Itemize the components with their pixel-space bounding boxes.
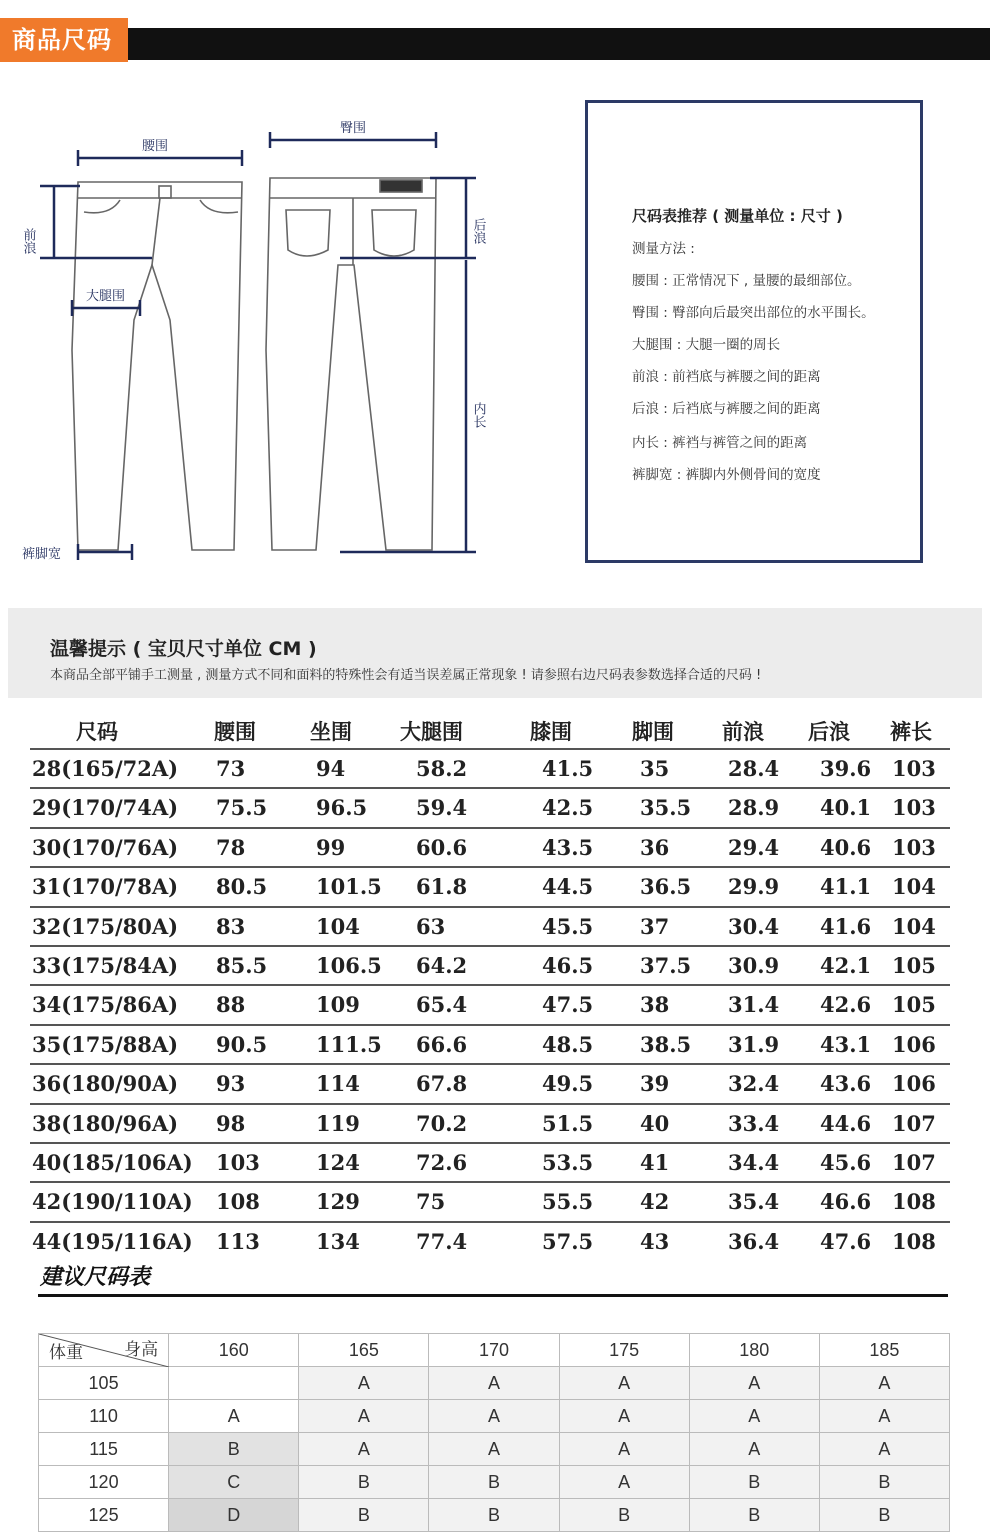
- measure-cell: 111.5: [316, 1031, 382, 1057]
- size-letter-cell: A: [559, 1400, 689, 1433]
- height-header-cell: 175: [559, 1334, 689, 1367]
- measure-cell: 43.6: [820, 1071, 872, 1097]
- measure-cell: 72.6: [416, 1149, 468, 1175]
- size-letter-cell: B: [169, 1433, 299, 1466]
- size-letter-cell: A: [429, 1433, 559, 1466]
- height-header-cell: 165: [299, 1334, 429, 1367]
- size-cell: 29(170/74A): [32, 795, 179, 821]
- measure-cell: 107: [892, 1110, 936, 1136]
- col-header: 前浪: [722, 720, 764, 744]
- size-letter-cell: A: [819, 1367, 949, 1400]
- measure-cell: 119: [316, 1110, 360, 1136]
- weight-cell: 120: [39, 1466, 169, 1499]
- size-table: [30, 714, 950, 1262]
- size-table-row: [30, 947, 950, 986]
- measure-cell: 31.4: [728, 992, 780, 1018]
- info-line: 臀围 : 臀部向后最突出部位的水平围长。: [632, 305, 875, 321]
- measure-cell: 104: [316, 913, 360, 939]
- measure-cell: 101.5: [316, 874, 382, 900]
- advice-row: [39, 1466, 950, 1499]
- size-table-row: [30, 1223, 950, 1262]
- measure-cell: 94: [316, 756, 346, 781]
- measure-cell: 90.5: [216, 1031, 268, 1057]
- measure-cell: 80.5: [216, 874, 268, 900]
- height-header-cell: 170: [429, 1334, 559, 1367]
- pants-diagram: [0, 90, 540, 580]
- measure-cell: 39.6: [820, 756, 872, 781]
- measure-cell: 59.4: [416, 795, 468, 821]
- size-table-row: [30, 1144, 950, 1183]
- measure-cell: 108: [892, 1228, 936, 1254]
- measure-cell: 31.9: [728, 1031, 780, 1057]
- measure-cell: 48.5: [542, 1031, 594, 1057]
- tip-text: 本商品全部平铺手工测量 , 测量方式不同和面料的特殊性会有适当误差属正常现象 ! 请参照右边尺码表参数选择合适的尺码 !: [50, 668, 762, 683]
- measure-cell: 37.5: [640, 952, 692, 978]
- measure-cell: 83: [216, 913, 246, 939]
- divider: [38, 1294, 948, 1297]
- measure-cell: 43: [640, 1228, 670, 1254]
- size-table-row: [30, 1026, 950, 1065]
- info-line: 前浪 : 前裆底与裤腰之间的距离: [632, 369, 821, 385]
- measure-cell: 64.2: [416, 952, 468, 978]
- size-letter-cell: A: [559, 1466, 689, 1499]
- measure-cell: 53.5: [542, 1149, 594, 1175]
- measure-cell: 28.4: [728, 756, 780, 781]
- col-header: 大腿围: [400, 720, 463, 744]
- size-table-row: [30, 908, 950, 947]
- size-letter-cell: A: [169, 1400, 299, 1433]
- measure-cell: 41.5: [542, 756, 594, 781]
- size-cell: 38(180/96A): [32, 1110, 179, 1136]
- size-letter-cell: A: [299, 1367, 429, 1400]
- col-header: 裤长: [890, 720, 932, 744]
- inseam-label: 内长: [470, 402, 486, 428]
- advice-row: [39, 1400, 950, 1433]
- measure-cell: 58.2: [416, 756, 468, 781]
- measure-cell: 108: [216, 1189, 260, 1215]
- measure-cell: 38: [640, 992, 670, 1018]
- measure-cell: 103: [892, 756, 936, 781]
- size-letter-cell: [169, 1367, 299, 1400]
- size-letter-cell: B: [689, 1499, 819, 1532]
- measure-cell: 103: [892, 834, 936, 860]
- measure-cell: 75.5: [216, 795, 268, 821]
- size-table-row: [30, 829, 950, 868]
- measure-cell: 38.5: [640, 1031, 692, 1057]
- advice-row: [39, 1433, 950, 1466]
- info-line: 内长 : 裤裆与裤管之间的距离: [632, 435, 808, 451]
- measure-cell: 42: [640, 1189, 670, 1215]
- measure-cell: 63: [416, 913, 446, 939]
- measure-cell: 85.5: [216, 952, 268, 978]
- leg-opening-label: 裤脚宽: [22, 547, 62, 562]
- measure-cell: 37: [640, 913, 670, 939]
- advice-header-row: [39, 1334, 950, 1367]
- height-header-cell: 180: [689, 1334, 819, 1367]
- size-letter-cell: A: [299, 1433, 429, 1466]
- measure-cell: 103: [216, 1149, 260, 1175]
- measure-cell: 45.6: [820, 1149, 872, 1175]
- tip-title: 温馨提示 ( 宝贝尺寸单位 CM ): [50, 638, 317, 660]
- size-cell: 36(180/90A): [32, 1071, 179, 1097]
- measure-cell: 35: [640, 756, 670, 781]
- measure-cell: 41: [640, 1149, 670, 1175]
- measure-cell: 40.1: [820, 795, 872, 821]
- measure-cell: 57.5: [542, 1228, 594, 1254]
- measure-cell: 98: [216, 1110, 246, 1136]
- measure-cell: 114: [316, 1071, 360, 1097]
- advice-title: 建议尺码表: [40, 1265, 151, 1290]
- measure-cell: 41.1: [820, 874, 872, 900]
- hip-label: 臀围: [340, 121, 367, 136]
- measure-cell: 28.9: [728, 795, 780, 821]
- waist-label: 腰围: [142, 139, 169, 154]
- back-rise-label: 后浪: [470, 218, 486, 244]
- measure-cell: 108: [892, 1189, 936, 1215]
- size-letter-cell: C: [169, 1466, 299, 1499]
- size-letter-cell: A: [689, 1433, 819, 1466]
- measure-cell: 70.2: [416, 1110, 468, 1136]
- measure-cell: 35.4: [728, 1189, 780, 1215]
- front-rise-label: 前浪: [20, 228, 36, 254]
- size-letter-cell: A: [559, 1367, 689, 1400]
- measure-cell: 96.5: [316, 795, 368, 821]
- measure-cell: 46.5: [542, 952, 594, 978]
- measure-cell: 65.4: [416, 992, 468, 1018]
- info-line: 大腿围 : 大腿一圈的周长: [632, 337, 781, 353]
- corner-cell: [39, 1334, 169, 1367]
- measure-cell: 124: [316, 1149, 360, 1175]
- measure-cell: 75: [416, 1189, 446, 1215]
- size-cell: 42(190/110A): [32, 1189, 193, 1215]
- weight-cell: 125: [39, 1499, 169, 1532]
- measure-cell: 32.4: [728, 1071, 780, 1097]
- measure-cell: 107: [892, 1149, 936, 1175]
- measure-cell: 49.5: [542, 1071, 594, 1097]
- measure-cell: 109: [316, 992, 360, 1018]
- measure-cell: 39: [640, 1071, 670, 1097]
- advice-row: [39, 1367, 950, 1400]
- info-line: 裤脚宽 : 裤脚内外侧骨间的宽度: [632, 467, 821, 483]
- measure-cell: 129: [316, 1189, 360, 1215]
- size-table-row: [30, 1183, 950, 1222]
- measure-cell: 40.6: [820, 834, 872, 860]
- weight-header: 体重: [49, 1343, 83, 1363]
- measure-cell: 103: [892, 795, 936, 821]
- measure-cell: 67.8: [416, 1071, 468, 1097]
- size-cell: 32(175/80A): [32, 913, 179, 939]
- size-letter-cell: B: [299, 1499, 429, 1532]
- size-table-row: [30, 868, 950, 907]
- size-letter-cell: B: [819, 1499, 949, 1532]
- measure-cell: 34.4: [728, 1149, 780, 1175]
- info-line: 后浪 : 后裆底与裤腰之间的距离: [632, 401, 821, 417]
- measure-cell: 44.5: [542, 874, 594, 900]
- info-line: 腰围 : 正常情况下 , 量腰的最细部位。: [632, 273, 861, 289]
- size-letter-cell: A: [819, 1433, 949, 1466]
- measure-cell: 36: [640, 834, 670, 860]
- weight-cell: 110: [39, 1400, 169, 1433]
- measure-cell: 106: [892, 1071, 936, 1097]
- size-table-row: [30, 986, 950, 1025]
- measure-cell: 88: [216, 992, 246, 1018]
- col-header: 尺码: [76, 720, 118, 744]
- measure-cell: 105: [892, 992, 936, 1018]
- size-letter-cell: A: [429, 1400, 559, 1433]
- col-header: 后浪: [808, 720, 850, 744]
- size-letter-cell: A: [559, 1433, 689, 1466]
- size-cell: 35(175/88A): [32, 1031, 179, 1057]
- measure-cell: 134: [316, 1228, 360, 1254]
- measure-cell: 73: [216, 756, 246, 781]
- measure-cell: 44.6: [820, 1110, 872, 1136]
- measure-cell: 45.5: [542, 913, 594, 939]
- measure-cell: 61.8: [416, 874, 468, 900]
- height-header-cell: 160: [169, 1334, 299, 1367]
- measure-cell: 78: [216, 834, 246, 860]
- size-table-row: [30, 1065, 950, 1104]
- size-table-row: [30, 750, 950, 789]
- col-header: 腰围: [214, 720, 256, 744]
- size-table-row: [30, 1105, 950, 1144]
- measure-cell: 29.9: [728, 874, 780, 900]
- measure-cell: 35.5: [640, 795, 692, 821]
- size-letter-cell: A: [819, 1400, 949, 1433]
- height-header-cell: 185: [819, 1334, 949, 1367]
- size-letter-cell: A: [299, 1400, 429, 1433]
- thigh-label: 大腿围: [86, 289, 126, 304]
- col-header: 脚围: [632, 720, 674, 744]
- size-cell: 44(195/116A): [32, 1228, 193, 1254]
- size-cell: 33(175/84A): [32, 952, 179, 978]
- measure-cell: 47.5: [542, 992, 594, 1018]
- measure-cell: 42.1: [820, 952, 872, 978]
- size-letter-cell: B: [819, 1466, 949, 1499]
- measure-cell: 40: [640, 1110, 670, 1136]
- col-header: 膝围: [530, 720, 572, 744]
- info-title: 尺码表推荐 ( 测量单位 : 尺寸 ): [632, 207, 843, 225]
- measure-cell: 46.6: [820, 1189, 872, 1215]
- measure-cell: 36.4: [728, 1228, 780, 1254]
- weight-cell: 105: [39, 1367, 169, 1400]
- size-cell: 30(170/76A): [32, 834, 179, 860]
- col-header: 坐围: [310, 720, 352, 744]
- measure-cell: 41.6: [820, 913, 872, 939]
- measure-cell: 43.5: [542, 834, 594, 860]
- measure-cell: 60.6: [416, 834, 468, 860]
- info-line: 测量方法 :: [632, 241, 695, 257]
- size-cell: 40(185/106A): [32, 1149, 193, 1175]
- size-letter-cell: B: [559, 1499, 689, 1532]
- measure-cell: 99: [316, 834, 346, 860]
- tip-section: [8, 608, 982, 698]
- measure-cell: 77.4: [416, 1228, 468, 1254]
- size-letter-cell: A: [429, 1367, 559, 1400]
- measure-cell: 106: [892, 1031, 936, 1057]
- measure-cell: 104: [892, 874, 936, 900]
- measure-cell: 66.6: [416, 1031, 468, 1057]
- section-title: 商品尺码: [0, 18, 128, 62]
- advice-table: [38, 1333, 950, 1532]
- measure-cell: 47.6: [820, 1228, 872, 1254]
- size-table-row: [30, 789, 950, 828]
- pants-illustration: [0, 90, 540, 580]
- size-letter-cell: B: [429, 1466, 559, 1499]
- measure-cell: 113: [216, 1228, 260, 1254]
- measure-cell: 105: [892, 952, 936, 978]
- measure-cell: 55.5: [542, 1189, 594, 1215]
- advice-row: [39, 1499, 950, 1532]
- measure-cell: 30.4: [728, 913, 780, 939]
- height-header: 身高: [124, 1340, 159, 1360]
- size-letter-cell: B: [299, 1466, 429, 1499]
- measure-cell: 51.5: [542, 1110, 594, 1136]
- measure-cell: 30.9: [728, 952, 780, 978]
- measure-cell: 29.4: [728, 834, 780, 860]
- measure-cell: 42.6: [820, 992, 872, 1018]
- size-letter-cell: D: [169, 1499, 299, 1532]
- measure-cell: 106.5: [316, 952, 382, 978]
- size-cell: 28(165/72A): [32, 756, 179, 781]
- weight-cell: 115: [39, 1433, 169, 1466]
- measure-cell: 36.5: [640, 874, 692, 900]
- size-cell: 34(175/86A): [32, 992, 179, 1018]
- measure-cell: 104: [892, 913, 936, 939]
- header-bar: [0, 28, 990, 60]
- size-letter-cell: B: [429, 1499, 559, 1532]
- size-letter-cell: A: [689, 1400, 819, 1433]
- size-cell: 31(170/78A): [32, 874, 179, 900]
- measurement-info-box: [585, 100, 923, 563]
- measure-cell: 33.4: [728, 1110, 780, 1136]
- size-table-header: [30, 714, 950, 750]
- measure-cell: 43.1: [820, 1031, 872, 1057]
- measure-cell: 93: [216, 1071, 246, 1097]
- size-letter-cell: A: [689, 1367, 819, 1400]
- measure-cell: 42.5: [542, 795, 594, 821]
- size-letter-cell: B: [689, 1466, 819, 1499]
